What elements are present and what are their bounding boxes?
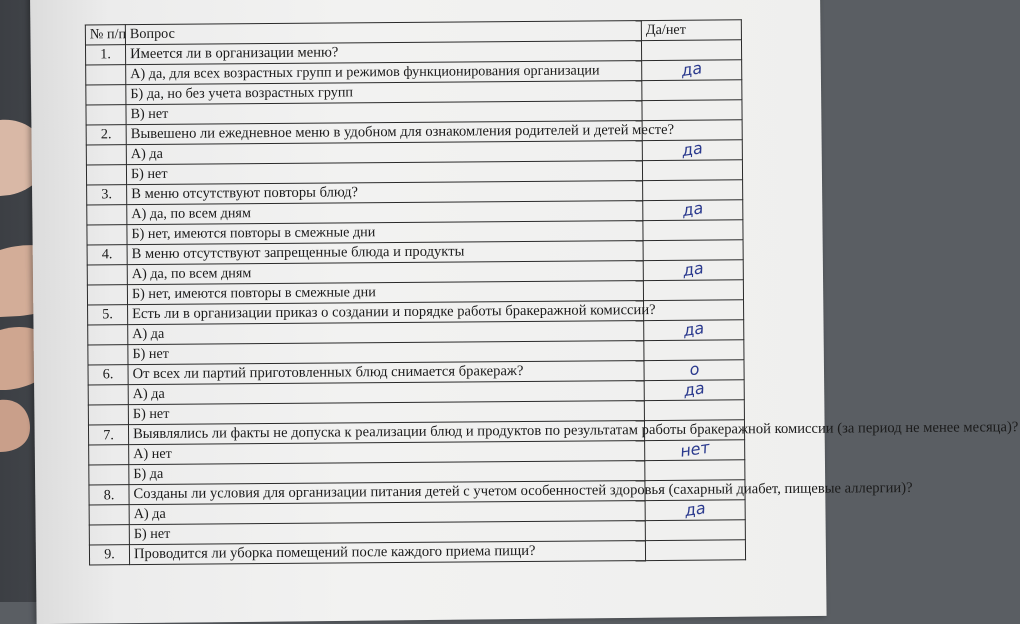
handwritten-answer: да [681,318,706,341]
row-number [86,105,126,125]
answer-cell [644,380,744,401]
row-number [86,145,126,165]
row-number: 4. [87,245,127,265]
row-number [87,205,127,225]
answer-cell [645,540,745,561]
option-text: Б) нет, имеются повторы в смежные дни [127,221,643,245]
option-text: А) да, по всем дням [127,201,643,225]
answer-cell [642,160,742,181]
question-text: Вывешено ли ежедневное меню в удобном для ознакомления родителей и детей месте? [126,121,642,145]
answer-cell [642,140,742,161]
row-number [87,225,127,245]
question-text: От всех ли партий приготовленных блюд снимается бракераж? [128,361,644,385]
row-number [88,345,128,365]
option-text: А) нет [129,441,645,465]
answer-cell [644,320,744,341]
option-text: Б) нет, имеются повторы в смежные дни [127,281,643,305]
answer-cell [642,80,742,101]
header-number: № п/п [85,25,125,45]
table-row [89,540,745,565]
option-text: А) да, по всем дням [127,261,643,285]
handwritten-answer: да [682,378,706,401]
question-text: Есть ли в организации приказ о создании и порядке работы бракеражной комиссии? [128,301,644,325]
row-number [87,265,127,285]
handwritten-answer: нет [678,437,711,461]
answer-cell [643,280,743,301]
row-number: 3. [87,185,127,205]
option-text: Б) нет [126,161,642,185]
question-text: Проводится ли уборка помещений после каждого приема пищи? [129,541,645,565]
option-text: Б) нет [128,401,644,425]
option-text: В) нет [126,101,642,125]
handwritten-answer: о [687,359,701,380]
answer-cell [644,300,744,321]
row-number: 7. [88,425,128,445]
header-answer: Да/нет [641,20,741,41]
handwritten-answer: да [680,138,704,161]
row-number: 9. [89,545,129,565]
row-number [88,405,128,425]
option-text: А) да [129,501,645,525]
handwritten-answer: да [681,198,705,221]
answer-cell [645,500,745,521]
row-number [88,325,128,345]
row-number: 5. [88,305,128,325]
row-number [89,505,129,525]
row-number [87,285,127,305]
answer-cell [645,437,745,461]
option-text: А) да [126,141,642,165]
row-number [86,85,126,105]
row-number [89,525,129,545]
answer-cell [644,340,744,361]
question-text: Выявлялись ли факты не допуска к реализации блюд и продуктов по результатам работы бракеражной комиссии (за период не менее месяца)? [128,421,644,445]
answer-cell [644,360,744,381]
question-text: Созданы ли условия для организации питания детей с учетом особенностей здоровья (сахарный диабет, пищевые аллергии)? [129,481,645,505]
row-number: 2. [86,125,126,145]
option-text: Б) нет [128,341,644,365]
answer-cell [643,180,743,201]
question-text: В меню отсутствуют повторы блюд? [127,181,643,205]
option-text: Б) да [129,461,645,485]
option-text: Б) да, но без учета возрастных групп [126,81,642,105]
row-number: 6. [88,365,128,385]
handwritten-answer: да [683,498,707,521]
survey-table [85,19,1019,565]
question-text: В меню отсутствуют запрещенные блюда и продукты [127,241,643,265]
handwritten-answer: да [679,58,704,81]
row-number [89,445,129,465]
answer-cell [643,240,743,261]
row-number [88,385,128,405]
answer-cell [644,400,744,421]
row-number [89,465,129,485]
answer-cell [643,260,743,281]
answer-cell [645,520,745,541]
row-number: 1. [85,45,125,65]
question-text: Имеется ли в организации меню? [125,41,641,65]
answer-cell [642,60,742,81]
row-number: 8. [89,485,129,505]
answer-cell [643,220,743,241]
row-number [86,165,126,185]
answer-cell [643,200,743,221]
answer-cell [642,100,742,121]
option-text: Б) нет [129,521,645,545]
handwritten-answer: да [681,258,705,281]
option-text: А) да, для всех возрастных групп и режимов функционирования организации [126,61,642,85]
answer-cell [641,40,741,61]
option-text: А) да [128,321,644,345]
header-question: Вопрос [125,21,641,45]
answer-cell [645,460,745,481]
option-text: А) да [128,381,644,405]
row-number [86,65,126,85]
